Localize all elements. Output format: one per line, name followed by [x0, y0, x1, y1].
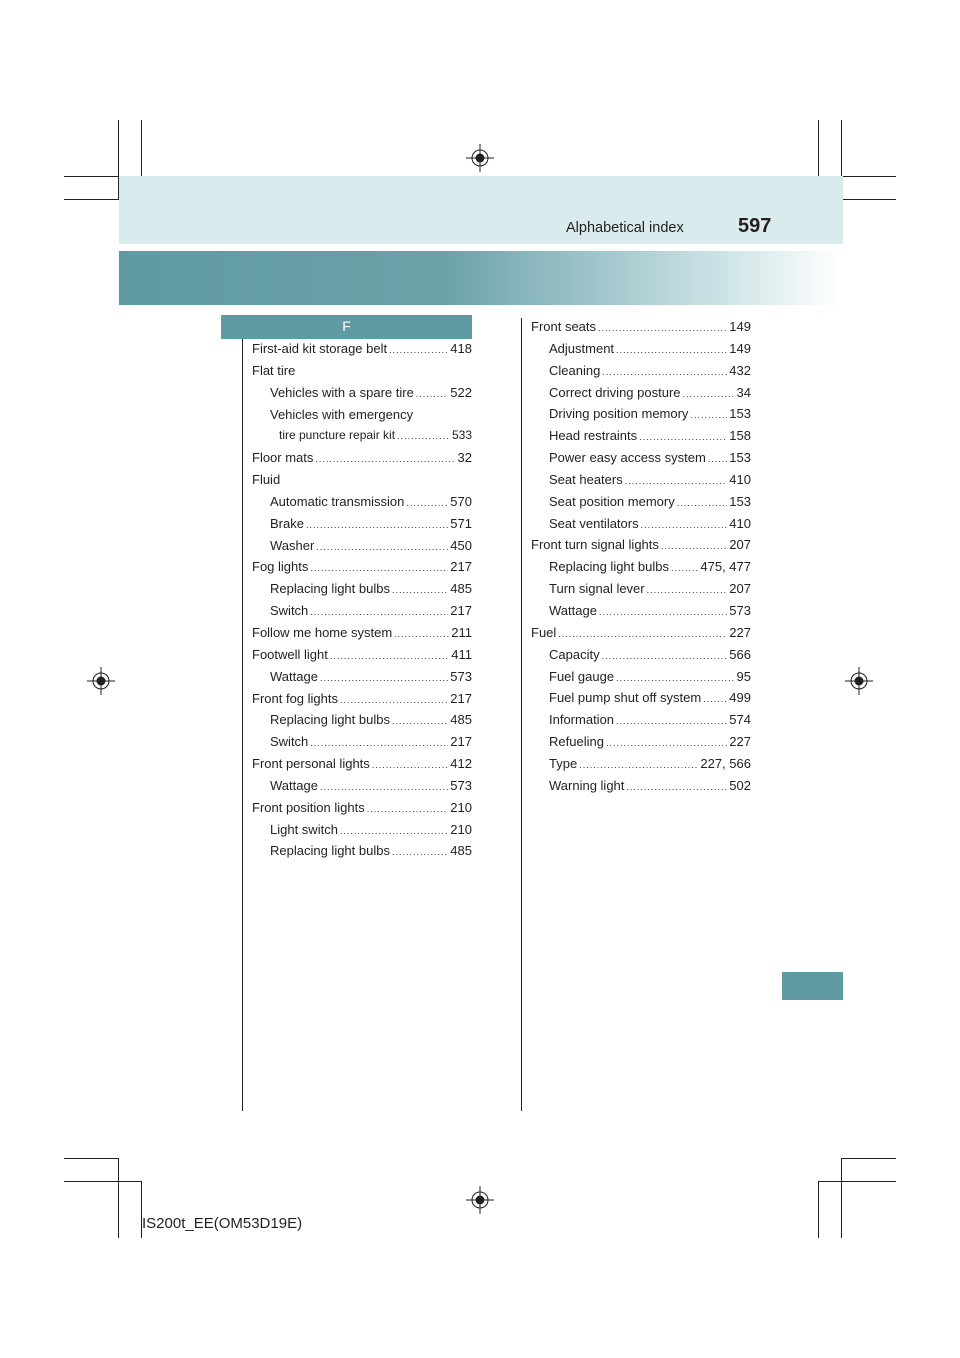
crop-mark	[818, 120, 819, 176]
dot-leader	[661, 536, 727, 558]
index-entry-term: First-aid kit storage belt	[252, 341, 388, 356]
dot-leader	[392, 842, 448, 864]
index-entry-term: Warning light	[549, 777, 625, 793]
dot-leader	[392, 580, 448, 602]
index-entry-page: 566	[729, 646, 751, 662]
index-entry-term: Washer	[270, 537, 315, 553]
index-entry-term: Power easy access system	[549, 450, 706, 466]
dot-leader	[306, 515, 448, 537]
dot-leader	[330, 646, 449, 668]
index-entry-term: tire puncture repair kit	[279, 428, 396, 443]
index-entry-page: 153	[729, 493, 751, 509]
index-entry-page: 410	[729, 471, 751, 487]
index-entry-term: Vehicles with emergency	[270, 406, 414, 422]
index-entry-term: Capacity	[549, 646, 600, 662]
index-entry-term: Cleaning	[549, 362, 601, 378]
index-entry-term: Seat ventilators	[549, 515, 639, 531]
dot-leader	[683, 384, 735, 406]
dot-leader	[406, 493, 448, 515]
dot-leader	[708, 449, 728, 471]
header-band	[119, 251, 843, 305]
index-entry-page: 153	[729, 406, 751, 422]
index-entry	[252, 404, 472, 426]
column-rule-middle	[521, 318, 522, 1111]
index-entry-term: Adjustment	[549, 340, 615, 356]
header-background	[119, 176, 843, 244]
index-entry-term: Fuel	[531, 624, 557, 640]
index-entry-page: 211	[451, 624, 472, 640]
index-entry	[531, 338, 751, 360]
dot-leader	[639, 427, 727, 449]
index-entry-term: Wattage	[549, 602, 597, 618]
index-entry	[252, 688, 472, 710]
index-entry-page: 210	[450, 799, 472, 815]
index-entry-page: 533	[451, 428, 472, 443]
index-entry	[252, 360, 472, 382]
dot-leader	[340, 690, 448, 712]
index-entry-page: 573	[450, 668, 472, 684]
index-entry-term: Wattage	[270, 668, 318, 684]
index-entry-term: Brake	[270, 515, 304, 531]
dot-leader	[310, 602, 448, 624]
dot-leader	[616, 340, 727, 362]
page-title: Alphabetical index	[566, 220, 684, 236]
index-entry	[531, 382, 751, 404]
registration-mark-icon	[845, 667, 873, 695]
registration-mark-icon	[466, 1186, 494, 1214]
index-entry	[531, 731, 751, 753]
index-entry	[252, 513, 472, 535]
index-entry	[531, 644, 751, 666]
index-entry	[252, 535, 472, 557]
index-entry-page: 210	[450, 821, 472, 837]
index-entry	[531, 753, 751, 775]
dot-leader	[340, 821, 448, 843]
index-entry-term: Switch	[270, 603, 309, 619]
index-entry-page: 485	[450, 712, 472, 728]
index-entry-term: Fluid	[252, 472, 281, 488]
index-entry	[252, 644, 472, 666]
index-entry	[252, 469, 472, 491]
index-entry	[531, 775, 751, 797]
index-entry-page: 217	[450, 559, 472, 575]
index-entry	[531, 316, 751, 338]
index-entry-term: Refueling	[549, 734, 604, 750]
index-entry-page: 207	[729, 537, 751, 553]
index-entry-term: Flat tire	[252, 362, 296, 378]
index-entry-page: 450	[450, 537, 472, 553]
crop-mark	[64, 1158, 119, 1159]
page-number: 597	[738, 215, 772, 237]
index-entry-term: Type	[549, 755, 578, 771]
index-entry-page: 149	[729, 340, 751, 356]
index-entry-term: Replacing light bulbs	[270, 843, 390, 859]
index-entry-page: 522	[450, 384, 472, 400]
index-entry-term: Front position lights	[252, 799, 365, 815]
dot-leader	[703, 689, 727, 711]
crop-mark	[818, 1181, 819, 1238]
dot-leader	[315, 449, 455, 471]
dot-leader	[671, 558, 698, 580]
index-entry-page: 502	[729, 777, 751, 793]
index-entry	[531, 469, 751, 491]
index-entry	[252, 819, 472, 841]
index-entry	[531, 556, 751, 578]
index-entry-page: 573	[450, 777, 472, 793]
index-entry	[531, 360, 751, 382]
index-entry-term: Correct driving posture	[549, 384, 681, 400]
dot-leader	[367, 799, 449, 821]
index-entry-page: 34	[736, 384, 751, 400]
index-entry-page: 95	[736, 668, 751, 684]
index-entry-term: Fuel pump shut off system	[549, 690, 702, 706]
crop-mark	[841, 1158, 896, 1159]
index-entry	[252, 753, 472, 775]
dot-leader	[690, 405, 727, 427]
index-entry	[252, 556, 472, 578]
index-entry-term: Follow me home system	[252, 624, 393, 640]
index-entry-page: 227, 566	[700, 755, 751, 771]
index-entry	[531, 513, 751, 535]
index-entry-term: Vehicles with a spare tire	[270, 384, 414, 400]
crop-mark	[64, 199, 119, 200]
index-entry	[252, 338, 472, 360]
index-entry-page: 412	[450, 756, 472, 772]
index-entry-page: 499	[729, 690, 751, 706]
index-entry-term: Front seats	[531, 319, 597, 334]
index-entry	[252, 600, 472, 622]
index-entry-term: Front personal lights	[252, 756, 370, 772]
index-entry	[531, 534, 751, 556]
index-entry-page: 573	[729, 602, 751, 618]
dot-leader	[641, 515, 728, 537]
index-entry-page: 158	[729, 428, 751, 444]
dot-leader	[616, 711, 727, 733]
index-entry	[531, 447, 751, 469]
dot-leader	[602, 646, 728, 668]
index-entry-term: Light switch	[270, 821, 338, 837]
index-entry-page: 410	[729, 515, 751, 531]
index-entry-term: Replacing light bulbs	[549, 559, 669, 575]
index-entry-term: Information	[549, 712, 615, 728]
registration-mark-icon	[466, 144, 494, 172]
index-entry-term: Head restraints	[549, 428, 638, 444]
index-entry	[531, 578, 751, 600]
dot-leader	[579, 755, 698, 777]
index-entry-term: Replacing light bulbs	[270, 581, 390, 597]
index-entry-page: 574	[729, 712, 751, 728]
index-entry	[531, 491, 751, 513]
index-entry	[252, 709, 472, 731]
dot-leader	[310, 733, 448, 755]
chapter-tab	[782, 972, 843, 1000]
index-entry	[252, 382, 472, 404]
index-entry-page: 475, 477	[700, 559, 751, 575]
index-entry-page: 207	[729, 581, 751, 597]
index-column-left	[252, 338, 472, 862]
index-entry-term: Front turn signal lights	[531, 537, 659, 553]
index-entry	[531, 687, 751, 709]
index-entry-page: 217	[450, 690, 472, 706]
index-entry-term: Fog lights	[252, 559, 309, 575]
dot-leader	[602, 362, 727, 384]
document-code: IS200t_EE(OM53D19E)	[142, 1215, 303, 1232]
index-entry	[252, 425, 472, 447]
index-entry	[252, 840, 472, 862]
index-entry-page: 153	[729, 450, 751, 466]
dot-leader	[392, 711, 448, 733]
section-letter: F	[221, 315, 472, 339]
index-entry-term: Driving position memory	[549, 406, 689, 422]
dot-leader	[320, 668, 448, 690]
index-entry	[252, 666, 472, 688]
crop-mark	[118, 1158, 119, 1238]
crop-mark	[841, 1158, 842, 1238]
dot-leader	[626, 777, 727, 799]
dot-leader	[397, 426, 450, 448]
column-rule-left	[242, 338, 243, 1111]
crop-mark	[841, 199, 896, 200]
index-entry-page: 411	[451, 646, 472, 662]
dot-leader	[416, 384, 449, 406]
index-entry-term: Seat heaters	[549, 471, 623, 487]
index-entry-page: 485	[450, 843, 472, 859]
dot-leader	[394, 624, 449, 646]
index-entry	[531, 666, 751, 688]
index-entry	[252, 731, 472, 753]
dot-leader	[558, 624, 727, 646]
dot-leader	[599, 602, 727, 624]
index-entry-page: 570	[450, 493, 472, 509]
index-entry-page: 485	[450, 581, 472, 597]
index-entry-page: 32	[457, 450, 472, 466]
index-entry-term: Fuel gauge	[549, 668, 615, 684]
index-entry-term: Replacing light bulbs	[270, 712, 390, 728]
crop-mark	[818, 1181, 896, 1182]
index-entry-term: Footwell light	[252, 646, 328, 662]
index-entry	[252, 447, 472, 469]
dot-leader	[606, 733, 727, 755]
index-entry-page: 227	[729, 734, 751, 750]
index-entry-term: Floor mats	[252, 450, 314, 466]
index-entry-page: 227	[729, 624, 751, 640]
dot-leader	[372, 755, 449, 777]
index-entry-page: 217	[450, 603, 472, 619]
dot-leader	[616, 668, 734, 690]
index-entry-term: Automatic transmission	[270, 493, 405, 509]
index-entry	[252, 797, 472, 819]
index-entry	[252, 491, 472, 513]
crop-mark	[64, 1181, 142, 1182]
index-entry-page: 571	[450, 515, 472, 531]
index-entry-page: 149	[729, 319, 751, 334]
index-entry-page: 432	[729, 362, 751, 378]
dot-leader	[389, 340, 448, 362]
index-entry	[252, 622, 472, 644]
crop-mark	[141, 120, 142, 176]
dot-leader	[625, 471, 728, 493]
index-entry-term: Seat position memory	[549, 493, 675, 509]
index-entry-term: Turn signal lever	[549, 581, 645, 597]
index-entry	[531, 622, 751, 644]
index-entry-term: Front fog lights	[252, 690, 338, 706]
dot-leader	[647, 580, 728, 602]
dot-leader	[310, 558, 448, 580]
index-entry	[252, 578, 472, 600]
dot-leader	[598, 318, 727, 340]
index-entry	[531, 600, 751, 622]
dot-leader	[316, 537, 448, 559]
index-entry-page: 217	[450, 734, 472, 750]
index-entry-page: 418	[450, 341, 472, 356]
index-entry	[531, 709, 751, 731]
dot-leader	[320, 777, 448, 799]
index-entry-term: Switch	[270, 734, 309, 750]
index-column-right	[531, 316, 751, 797]
index-entry	[531, 403, 751, 425]
dot-leader	[677, 493, 728, 515]
registration-mark-icon	[87, 667, 115, 695]
index-entry	[531, 425, 751, 447]
index-entry	[252, 775, 472, 797]
index-entry-term: Wattage	[270, 777, 318, 793]
